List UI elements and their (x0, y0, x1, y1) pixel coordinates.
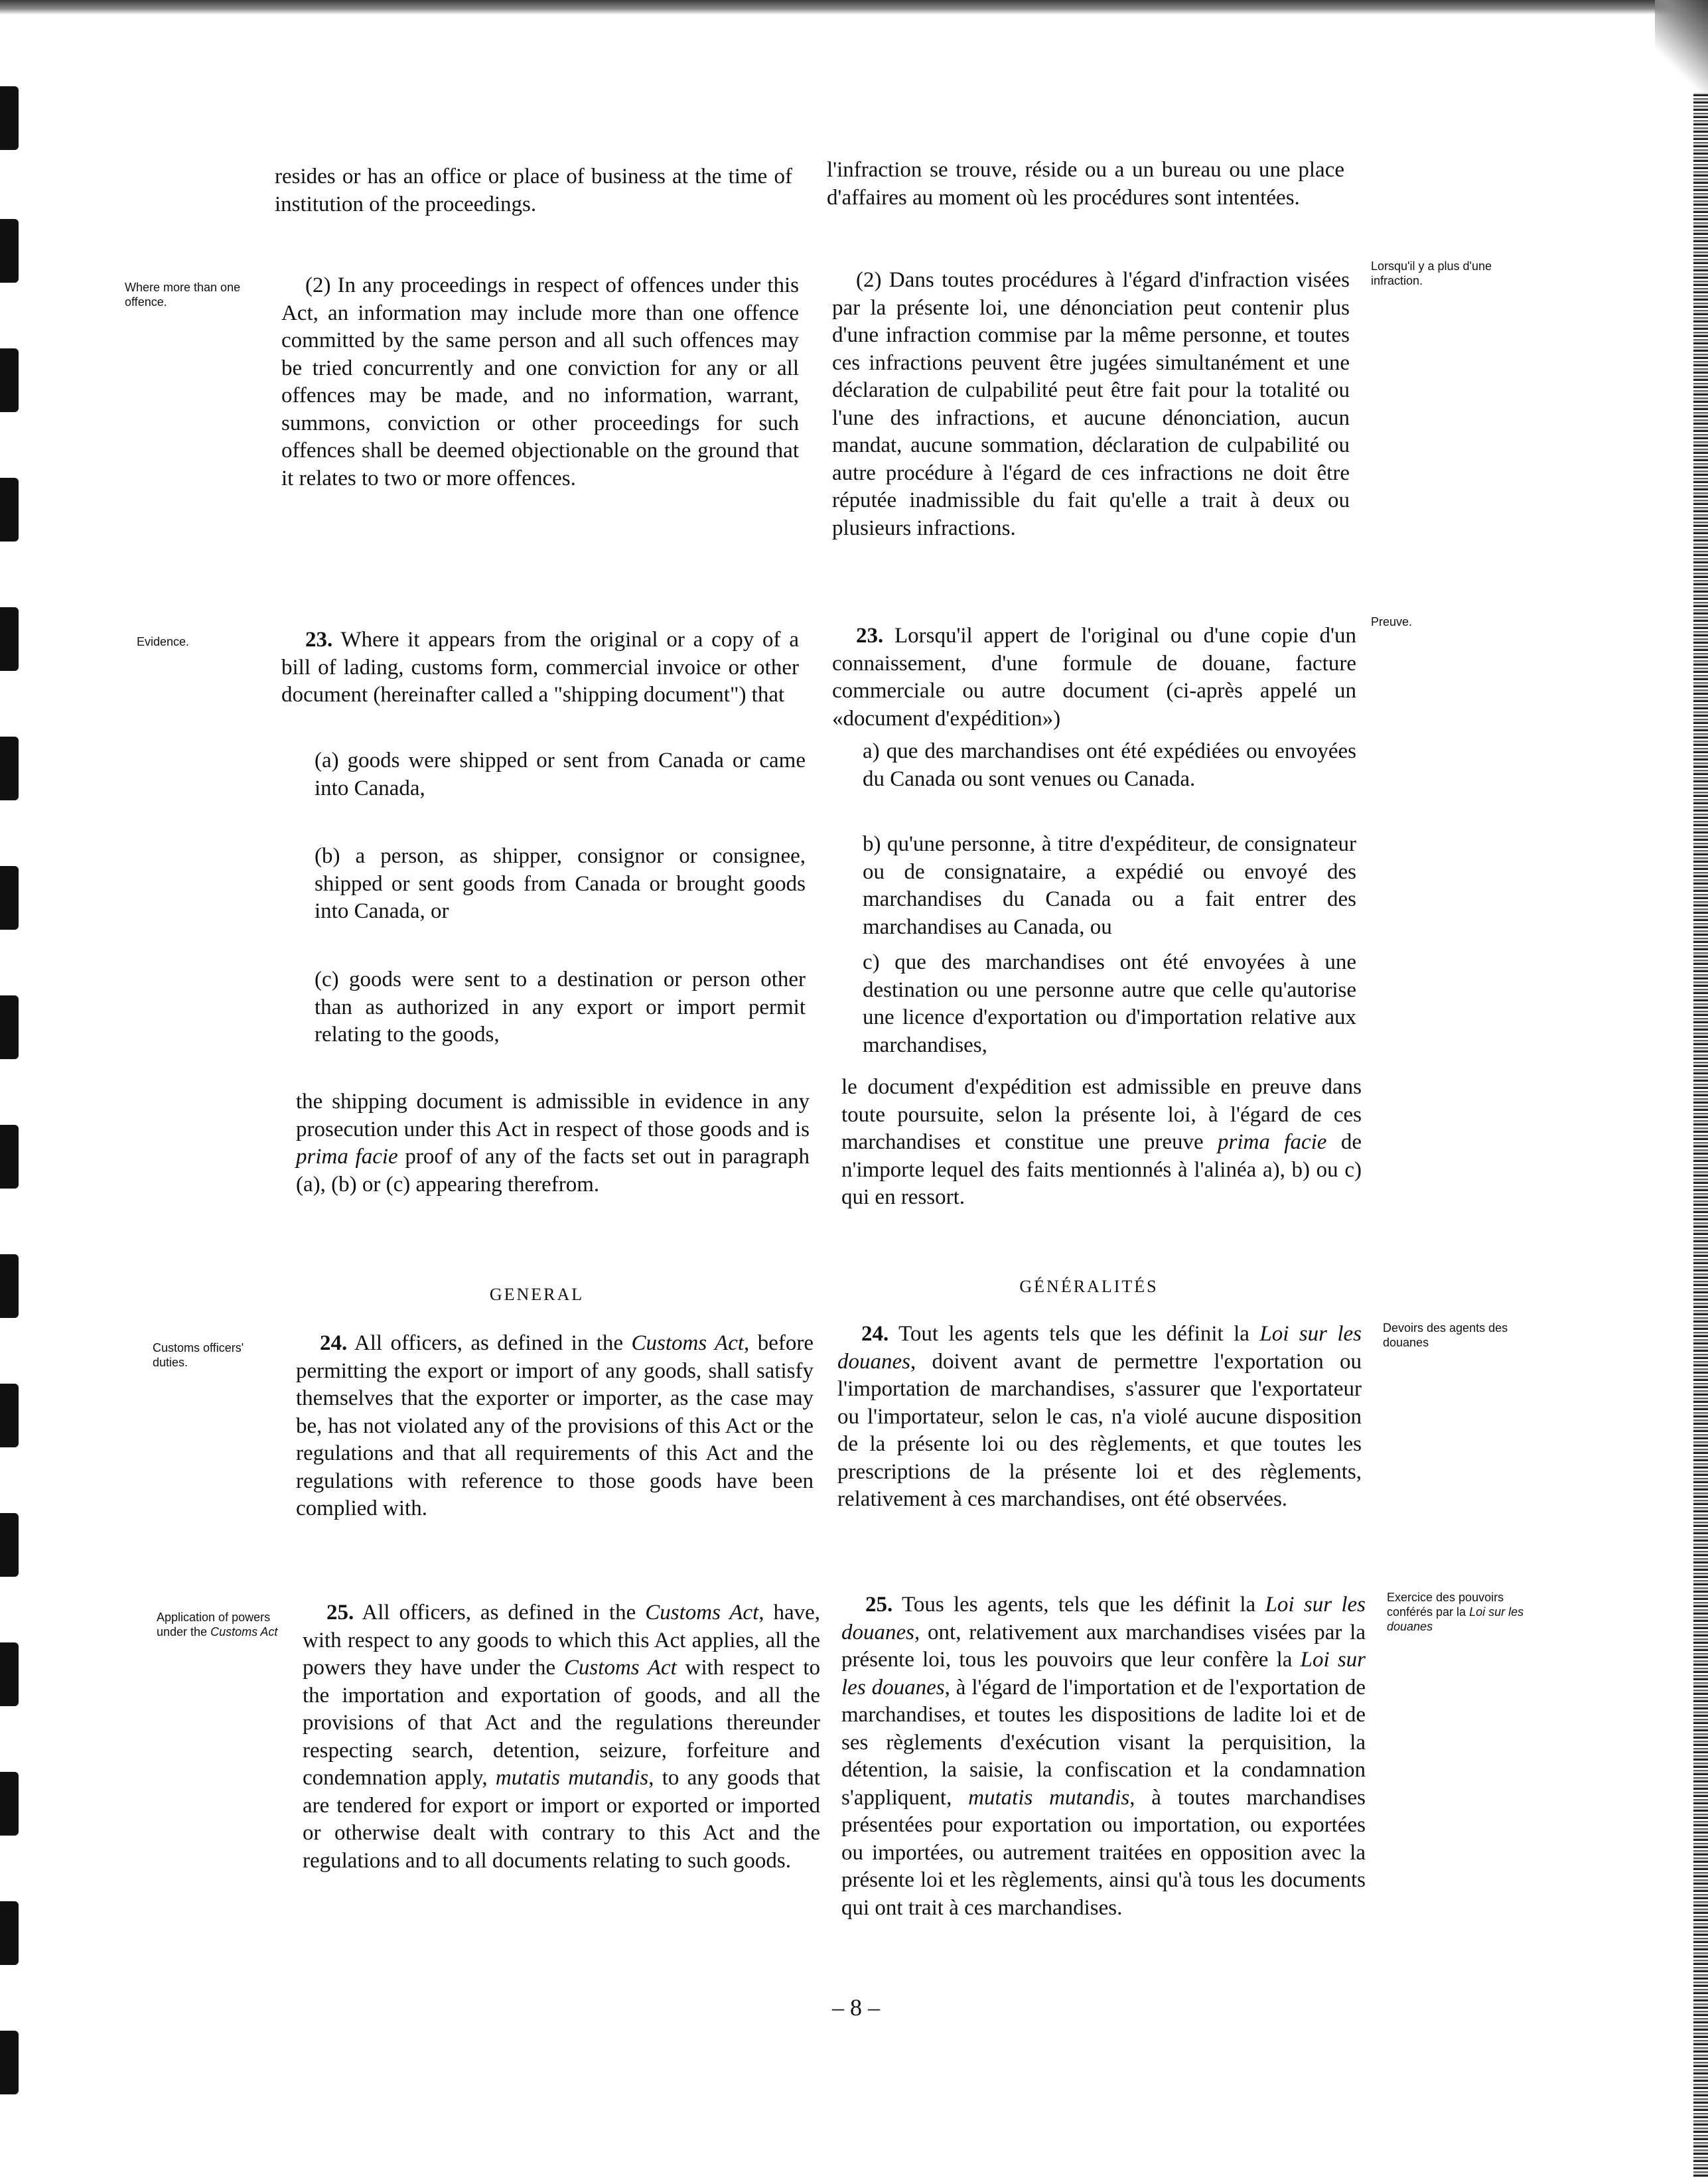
subsection-22-2-fr: (2) Dans toutes procédures à l'égard d'infraction visées par la présente loi, une dénonciation peut contenir plus d'une infraction commise par la même personne, et toutes ces infractions peuvent être jugées simultanément et une déclaration de culpabilité peut être fait pour la totalité ou l'une des infractions, et aucune dénonciation, aucun mandat, aucune sommation, déclaration de culpabilité ou autre procédure à l'égard de ces infractions ne doit être réputée inadmissible du fait qu'elle a trait à deux ou plusieurs infractions. (832, 268, 1350, 540)
section-number: 25. (326, 1601, 354, 1625)
section-23-tail-en (296, 1088, 810, 1198)
text-run: with respect to the importation and exportation of goods, and all the provisions of that Act and the regulations thereunder respecting search, detention, seizure, forfeiture and condemnation apply, (303, 1656, 821, 1790)
text-run: le document d'expédition est admissible en preuve dans toute poursuite, selon la présente loi, à l'égard de ces marchandises et constitue une preuve (841, 1075, 1362, 1154)
page-number: – 8 – (832, 1994, 880, 2021)
binding-hole-mark (0, 866, 19, 930)
section-number: 23. (856, 624, 884, 648)
paragraph-23-b-en: (b) a person, as shipper, consignor or consignee, shipped or sent goods from Canada or brought goods into Canada, or (315, 844, 806, 923)
binding-hole-mark (0, 1772, 19, 1836)
section-24-fr (837, 1321, 1362, 1514)
margin-note-officers-duties-fr: Devoirs des agents des douanes (1383, 1321, 1508, 1349)
text-run: All officers, as defined in the (362, 1601, 636, 1625)
continuation-text-fr: l'infraction se trouve, réside ou a un bureau ou une place d'affaires au moment où les procédures sont intentées. (827, 158, 1344, 210)
section-23-tail-fr (841, 1074, 1362, 1212)
margin-note-customs-powers-fr (1387, 1590, 1526, 1634)
italic-term: Loi sur les douanes (841, 1648, 1366, 1700)
binding-hole-mark (0, 1384, 19, 1447)
section-number: 24. (320, 1331, 348, 1355)
italic-term: Customs Act (631, 1331, 745, 1355)
italic-term: Customs Act (563, 1656, 677, 1680)
scan-top-edge (0, 0, 1708, 15)
scan-right-edge (1693, 93, 1708, 2177)
italic-term: Loi sur les douanes (837, 1322, 1362, 1374)
binding-hole-mark (0, 1125, 19, 1189)
text-run: the shipping document is admissible in evidence in any prosecution under this Act in respect of those goods and is (296, 1090, 810, 1141)
italic-term: prima facie (1218, 1130, 1327, 1154)
section-number: 23. (305, 628, 333, 652)
binding-hole-mark (0, 1513, 19, 1577)
text-run: , ont, relativement aux marchandises visées par la présente loi, tous les pouvoirs que leur confère la (841, 1620, 1366, 1672)
margin-note-evidence-en: Evidence. (137, 635, 190, 648)
margin-note-multiple-offences-fr: Lorsqu'il y a plus d'une infraction. (1371, 259, 1492, 287)
text-run: , à l'égard de l'importation et de l'exportation de marchandises, et toutes les dispositions de ladite loi et de ses règlements d'exécution visant la perquisition, la détention, la saisie, la confiscation et la condamnation s'appliquent, (841, 1675, 1366, 1810)
text-run: , doivent avant de permettre l'exportation ou l'importation de marchandises, s'assurer que l'exportateur ou l'importateur, selon le cas, n'a violé aucune disposition de la présente loi ou des règlements, et que toutes les prescriptions de la présente loi et des règlements, relativement à ces marchandises, ont été observées. (837, 1349, 1362, 1511)
text-run: , have, with respect to any goods to which this Act applies, all the powers they have under the (303, 1601, 821, 1680)
heading-general-en: GENERAL (489, 1285, 585, 1304)
text-run: de n'importe lequel des faits mentionnés à l'alinéa a), b) ou c) qui en ressort. (841, 1130, 1362, 1209)
binding-hole-mark (0, 737, 19, 800)
italic-term: Customs Act (645, 1601, 759, 1625)
paragraph-23-b-fr: b) qu'une personne, à titre d'expéditeur, de consignateur ou de consignataire, a expédié ou envoyé des marchandises du Canada ou a fait entrer des marchandises au Canada, ou (863, 832, 1356, 939)
italic-term: Loi sur les douanes (1387, 1605, 1524, 1633)
italic-term: mutatis mutandis (968, 1785, 1130, 1810)
binding-hole-mark (0, 478, 19, 542)
text-run: Application of powers under the (157, 1611, 271, 1638)
binding-hole-mark (0, 607, 19, 671)
text-run: All officers, as defined in the (354, 1331, 624, 1355)
margin-note-customs-powers-en (157, 1610, 283, 1639)
section-23-intro-en (281, 626, 799, 709)
section-number: 25. (865, 1593, 893, 1617)
section-24-en (296, 1330, 814, 1523)
section-text: Where it appears from the original or a copy of a bill of lading, customs form, commercial invoice or other document (hereinafter called a "shipping document") that (281, 628, 799, 707)
binding-hole-mark (0, 995, 19, 1059)
text-run: , before permitting the export or import of any goods, shall satisfy themselves that the exporter or importer, as the case may be, has not violated any of the provisions of this Act or the regulations and that all requirements of this Act and the regulations with reference to those goods have been complied with. (296, 1331, 814, 1520)
text-run: Tous les agents, tels que les définit la (901, 1593, 1256, 1617)
binding-hole-mark (0, 219, 19, 283)
italic-term: Loi sur les douanes (841, 1593, 1366, 1644)
margin-note-evidence-fr: Preuve. (1371, 615, 1413, 628)
margin-note-officers-duties-en: Customs officers' duties. (153, 1341, 244, 1369)
text-run: Tout les agents tels que les définit la (898, 1322, 1249, 1346)
text-run: , à toutes marchandises présentées pour exportation ou importation, ou exportées ou importées, ou autrement traitées en opposition avec la présente loi et les règlements, ainsi qu'à tous les documents qui ont trait à ces marchandises. (841, 1785, 1366, 1920)
binding-hole-mark (0, 2031, 19, 2094)
continuation-text-en: resides or has an office or place of business at the time of institution of the proceedings. (275, 165, 792, 216)
binding-hole-mark (0, 1254, 19, 1318)
binding-hole-mark (0, 1901, 19, 1965)
subsection-22-2-en: (2) In any proceedings in respect of offences under this Act, an information may include more than one offence committed by the same person and all such offences may be tried concurrently and one conviction for any or all offences may be made, and no information, warrant, summons, conviction or other proceedings for such offences shall be deemed objectionable on the ground that it relates to two or more offences. (281, 273, 799, 490)
margin-note-multiple-offences-en: Where more than one offence. (125, 281, 241, 309)
binding-hole-mark (0, 348, 19, 412)
italic-term: prima facie (296, 1145, 398, 1169)
text-run: Exercice des pouvoirs conférés par la (1387, 1591, 1504, 1619)
binding-hole-mark (0, 1642, 19, 1706)
italic-term: Customs Act (210, 1625, 278, 1638)
heading-general-fr: GÉNÉRALITÉS (1019, 1277, 1159, 1296)
text-run: , to any goods that are tendered for export or import or exported or imported or otherwise dealt with contrary to this Act and the regulations and to all documents relating to such goods. (303, 1766, 820, 1873)
section-25-en (303, 1599, 820, 1875)
section-25-fr (841, 1591, 1366, 1922)
italic-term: mutatis mutandis (495, 1766, 649, 1790)
paragraph-23-a-fr: a) que des marchandises ont été expédiées ou envoyées du Canada ou sont venues ou Canada. (863, 739, 1356, 791)
section-number: 24. (861, 1322, 889, 1346)
paragraph-23-c-fr: c) que des marchandises ont été envoyées à une destination ou une personne autre que celle qu'autorise une licence d'exportation ou d'importation relative aux marchandises, (863, 950, 1356, 1057)
paragraph-23-c-en: (c) goods were sent to a destination or person other than as authorized in any export or import permit relating to the goods, (315, 968, 806, 1047)
paragraph-23-a-en: (a) goods were shipped or sent from Canada or came into Canada, (315, 749, 806, 800)
section-text: Lorsqu'il appert de l'original ou d'une copie d'un connaissement, d'une formule de douane, facture commerciale ou autre document (ci-après appelé un «document d'expédition») (832, 624, 1356, 731)
scan-corner-shadow (1655, 0, 1708, 93)
text-run: proof of any of the facts set out in paragraph (a), (b) or (c) appearing therefrom. (296, 1145, 810, 1197)
binding-hole-mark (0, 86, 19, 150)
section-23-intro-fr (832, 622, 1356, 733)
